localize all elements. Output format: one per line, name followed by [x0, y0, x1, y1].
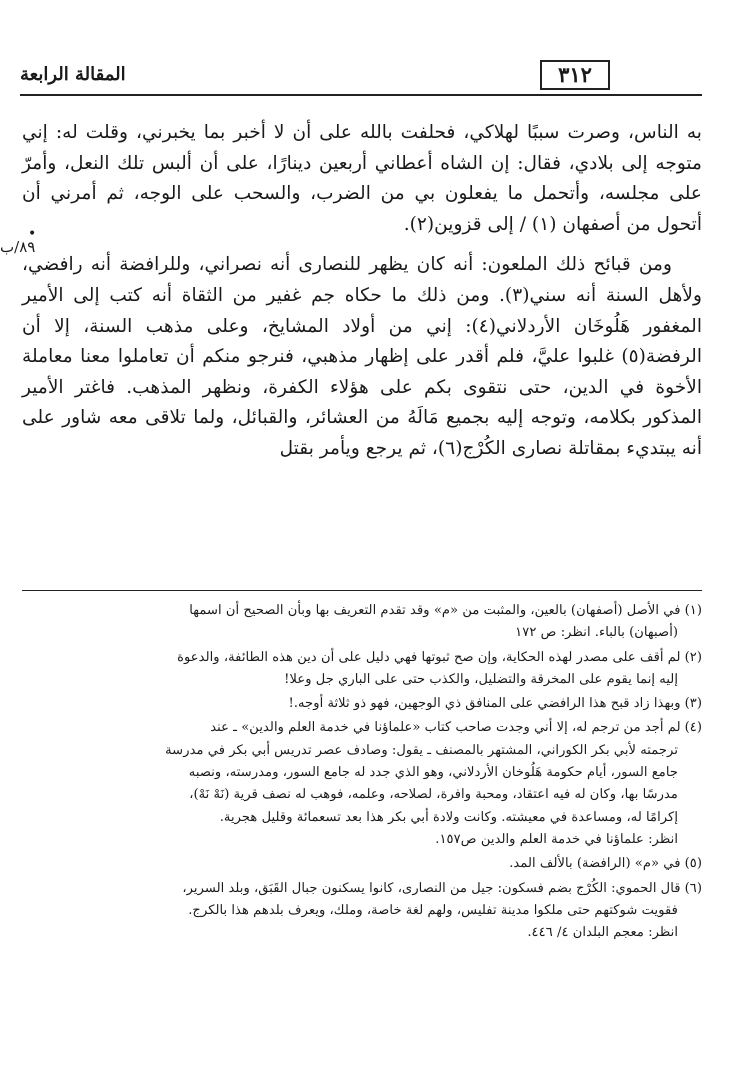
footnote-5: [22, 853, 702, 875]
main-text: [22, 118, 702, 465]
footnote-3: [22, 693, 702, 715]
footnote-text: قال الحموي: الكُرْج بضم فسكون: جيل من النصارى، كانوا يسكنون جبال القَبَق، وبلد السرير،: [182, 880, 681, 896]
footnote-text: في الأصل (أصفهان) بالعين، والمثبت من «م» وقد تقدم التعريف بها وبأن الصحيح أن اسمها: [189, 603, 681, 618]
footnote-text: ترجمته لأبي بكر الكوراني، المشتهر بالمصنف ـ يقول: وصادف عصر تدريس أبي بكر في مدرسة: [165, 742, 678, 758]
manuscript-folio-marker: ٨٩/ب: [0, 238, 36, 256]
footnote-text: (أصبهان) بالباء. انظر: ص ١٧٢: [515, 625, 678, 641]
header-rule: [20, 94, 702, 96]
footnote-number: (١): [684, 603, 702, 618]
footnote-number: (٢): [684, 649, 702, 665]
footnote-text: لم أقف على مصدر لهذه الحكاية، وإن صح ثبوتها فهي دليل على أن دين هذه الطائفة، والدعوة: [177, 649, 681, 665]
footnote-text: إليه إنما يقوم على المخرقة والتضليل، والكذب حتى على الباري جل وعلا!: [284, 671, 678, 687]
footnote-source: انظر: معجم البلدان ٤/ ٤٤٦.: [527, 925, 678, 941]
footnote-number: (٦): [684, 880, 702, 896]
paragraph-1: به الناس، وصرت سببًا لهلاكي، فحلفت بالله على أن لا أخبر بما يخبرني، وقلت له: إني متوجه إلى بلادي، فقال: إن الشاه أعطاني أربعين دينارًا، على أن ألبس تلك النعل، وأمرّ على مجلسه، وأتحمل ما يفعلون بي من الضرب، والسحب على الوجه، ثم أمرني أن أتحول من أصفهان (١) / إلى قزوين(٢).: [22, 122, 702, 235]
footnote-text: وبهذا زاد قبح هذا الرافضي على المنافق ذي الوجهين، فهو ذو ثلاثة أوجه.!: [288, 696, 681, 712]
footnotes: [22, 600, 702, 946]
footnote-6: [22, 878, 702, 945]
margin-dot: •: [28, 226, 37, 242]
footnote-1: [22, 600, 702, 645]
footnote-text: في «م» (الرافضة) بالألف المد.: [509, 856, 681, 872]
running-title: المقالة الرابعة: [20, 64, 126, 85]
footnote-number: (٤): [684, 720, 702, 736]
footnote-text: إكرامًا له، ومساعدة في معيشته. وكانت ولادة أبي بكر هذا بعد تسعمائة وقليل هجرية.: [219, 809, 678, 825]
paragraph-2: ومن قبائح ذلك الملعون: أنه كان يظهر للنصارى أنه نصراني، وللرافضة أنه رافضي، ولأهل السنة أنه سني(٣). ومن ذلك ما حكاه جم غفير من الثقاة أنه كتب إلى الأمير المغفور هَلُوخَان الأردلاني(٤): إني من أولاد المشايخ، وعلى مذهب السنة، إلا أن الرفضة(٥) غلبوا عليَّ، فلم أقدر على إظهار مذهبي، فنرجو منكم أن تعاملوا معنا معاملة الأخوة في الدين، حتى نتقوى بكم على هؤلاء الكفرة، ونظهر المذهب. فاغتر الأمير المذكور بكلامه، وتوجه إليه بجميع مَالَهُ من العشائر، والقبائل، ولما تلاقى معه شاور على أنه يبتديء بمقاتلة نصارى الكُرْج(٦)، ثم يرجع ويأمر بقتل: [22, 254, 703, 459]
footnote-separator: [22, 590, 702, 591]
footnote-number: (٣): [684, 696, 702, 712]
footnote-text: مدرسًا بها، وكان له فيه اعتقاد، ومحبة وافرة، لصلاحه، وعلمه، فوهب له نصف قرية (نَهْ نَهْ)،: [189, 787, 678, 803]
footnote-text: لم أجد من ترجم له، إلا أني وجدت صاحب كتاب «علماؤنا في خدمة العلم والدين» ـ عند: [210, 720, 681, 736]
footnote-text: جامع السور، أيام حكومة هَلُوخان الأردلاني، وهو الذي جدد له جامع السور، ومدرسته، ونصبه: [188, 765, 678, 781]
footnote-source: انظر: علماؤنا في خدمة العلم والدين ص١٥٧.: [435, 831, 678, 847]
page-number: ٣١٢: [540, 60, 610, 90]
page-header: [20, 58, 702, 98]
footnote-text: فقويت شوكتهم حتى ملكوا مدينة تفليس، ولهم لغة خاصة، وملك، ويعرف بلدهم هذا بالكرج.: [188, 902, 678, 918]
footnote-2: [22, 647, 702, 692]
footnote-4: [22, 717, 702, 851]
footnote-number: (٥): [684, 856, 702, 872]
